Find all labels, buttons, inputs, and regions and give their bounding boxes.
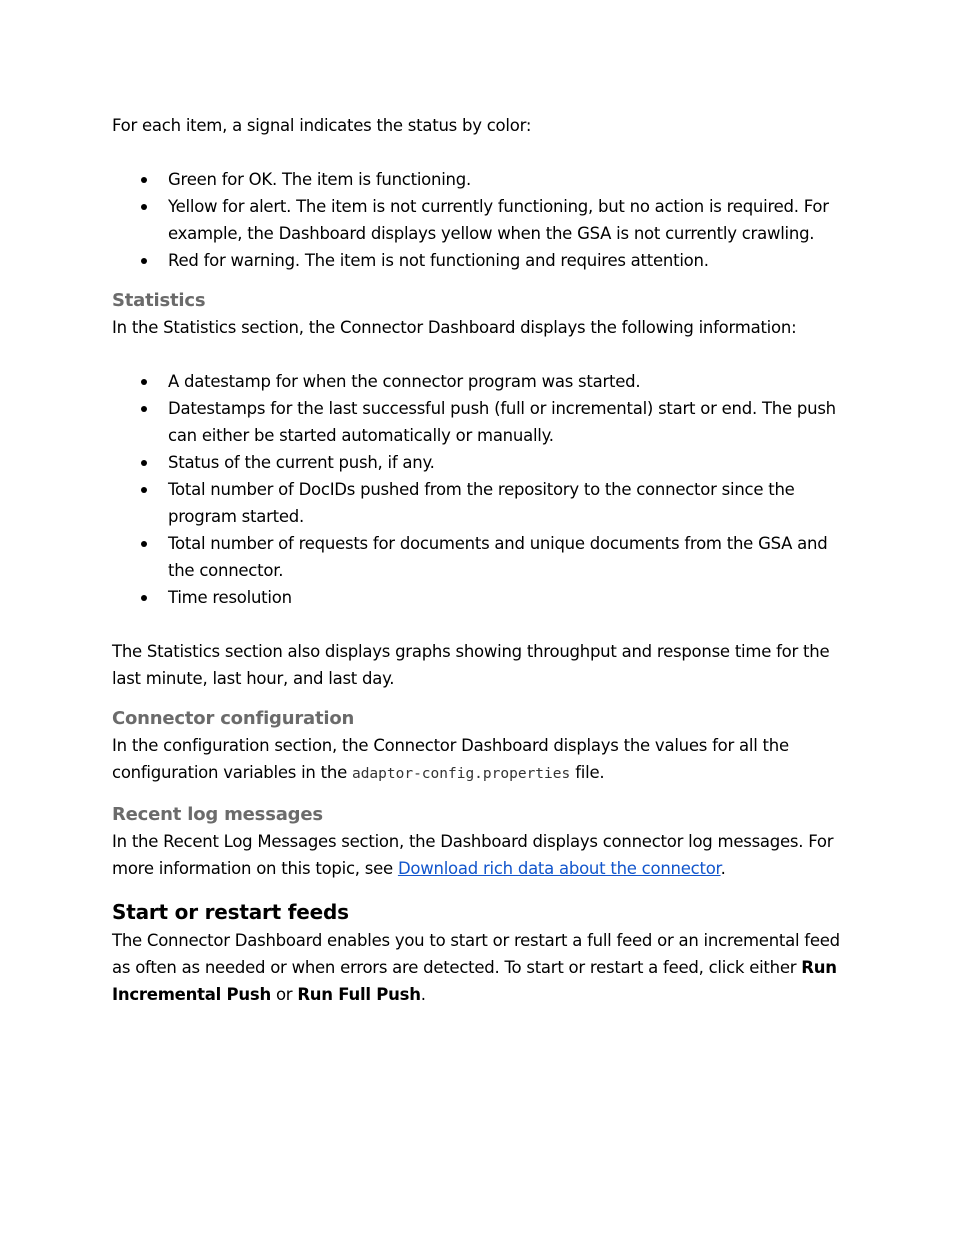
list-item: Status of the current push, if any.	[112, 449, 842, 476]
statistics-heading: Statistics	[112, 290, 206, 311]
list-item: Yellow for alert. The item is not currently functioning, but no action is required. For example, the Dashboard displays yellow when the GSA is not currently crawling.	[112, 193, 842, 247]
list-item: A datestamp for when the connector program was started.	[112, 368, 842, 395]
connector-config-heading: Connector configuration	[112, 708, 355, 729]
bullet-icon	[141, 204, 147, 210]
run-full-push-label: Run Full Push	[297, 985, 421, 1004]
bullet-icon	[141, 379, 147, 385]
bullet-icon	[141, 541, 147, 547]
bullet-icon	[141, 177, 147, 183]
run-incremental-push-label: Run Incremental Push	[112, 958, 837, 1004]
list-item: Datestamps for the last successful push (full or incremental) start or end. The push can either be started automatically or manually.	[112, 395, 842, 449]
bullet-icon	[141, 460, 147, 466]
signal-list	[112, 166, 842, 274]
list-item: Total number of requests for documents and unique documents from the GSA and the connector.	[112, 530, 842, 584]
recent-log-text: In the Recent Log Messages section, the Dashboard displays connector log messages. For more information on this topic, see Download rich data about the connector.	[112, 832, 834, 878]
bullet-icon	[141, 258, 147, 264]
list-item: Red for warning. The item is not functioning and requires attention.	[112, 247, 842, 274]
statistics-intro: In the Statistics section, the Connector Dashboard displays the following information:	[112, 318, 797, 337]
bullet-icon	[141, 487, 147, 493]
connector-config-text: In the configuration section, the Connector Dashboard displays the values for all the configuration variables in the adaptor-config.properties file.	[112, 736, 789, 782]
bullet-icon	[141, 595, 147, 601]
config-filename: adaptor-config.properties	[351, 766, 571, 782]
list-item: Total number of DocIDs pushed from the repository to the connector since the program started.	[112, 476, 842, 530]
recent-log-heading: Recent log messages	[112, 804, 323, 825]
statistics-list	[112, 368, 842, 611]
feeds-heading: Start or restart feeds	[112, 900, 349, 924]
list-item: Green for OK. The item is functioning.	[112, 166, 842, 193]
statistics-outro: The Statistics section also displays graphs showing throughput and response time for the last minute, last hour, and last day.	[112, 642, 830, 688]
feeds-text: The Connector Dashboard enables you to start or restart a full feed or an incremental feed as often as needed or when errors are detected. To start or restart a feed, click either Run Incremental Push or Run Full Push.	[112, 931, 840, 1004]
document-page	[112, 112, 842, 1008]
list-item: Time resolution	[112, 584, 842, 611]
download-rich-data-link[interactable]: Download rich data about the connector	[397, 859, 721, 878]
signal-intro: For each item, a signal indicates the status by color:	[112, 116, 532, 135]
bullet-icon	[141, 406, 147, 412]
